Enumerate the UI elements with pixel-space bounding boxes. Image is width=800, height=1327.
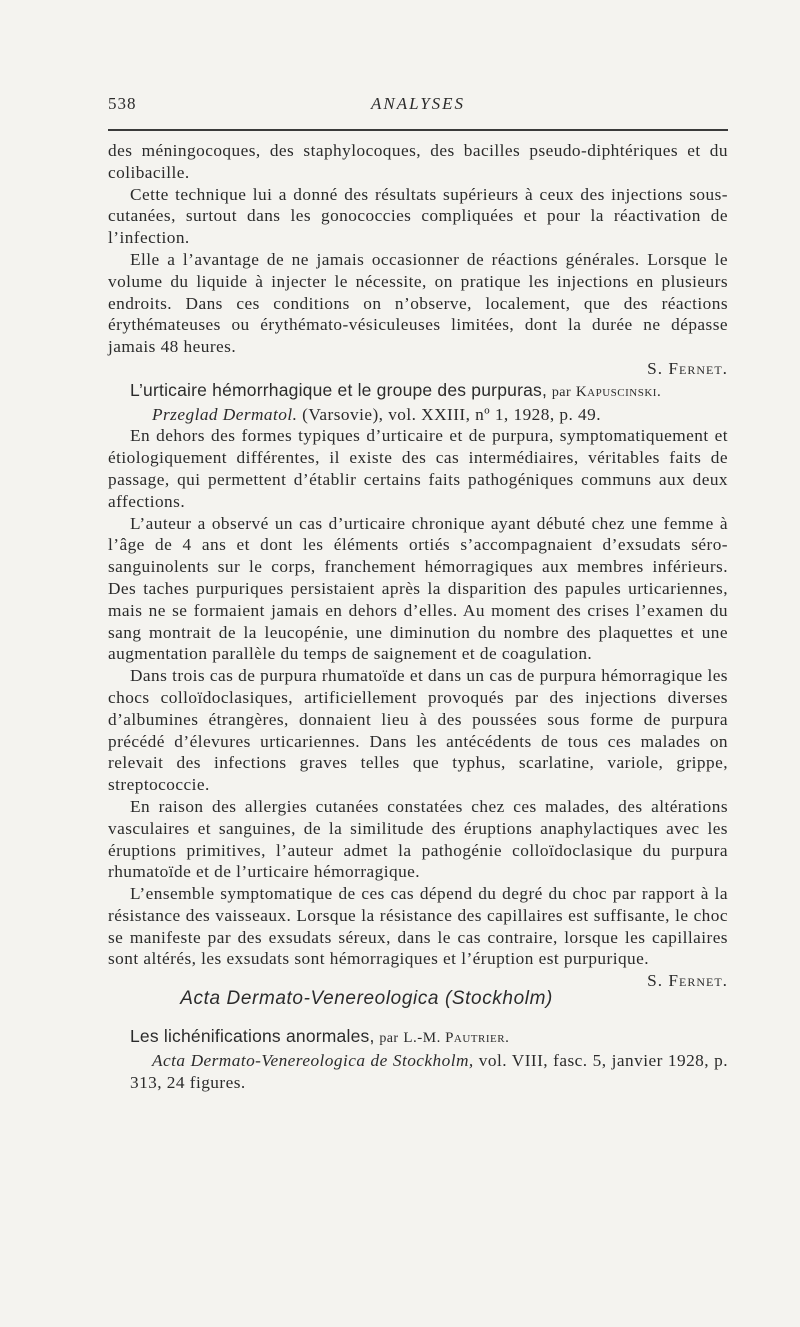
- article1-paragraph-3: Elle a l’avantage de ne jamais occasionner de réactions générales. Lorsque le volume du liquide à injecter le nécessite, on pratique les injections en plusieurs endroits. Dans ces conditions on n’observe, localement, que des réactions érythémateuses ou érythémato-vésiculeuses limitées, dont la durée ne dépasse jamais 48 heures.: [108, 249, 728, 357]
- article2-paragraph-4: En raison des allergies cutanées constatées chez ces malades, des altérations vasculaires et sanguines, de la similitude des éruptions anaphylactiques avec les éruptions primitives, l’auteur admet la pathogénie colloïdoclasique du purpura rhumatoïde et de l’urticaire hémorragique.: [108, 796, 728, 882]
- article1-paragraph-1: des méningocoques, des staphylocoques, des bacilles pseudo-diphtériques et du colibacille.: [108, 141, 728, 182]
- page-header: [108, 94, 728, 124]
- article2-paragraph-2: L’auteur a observé un cas d’urticaire chronique ayant débuté chez une femme à l’âge de 4 ans et dont les éléments ortiés s’accompagnaient d’exsudats séro-sanguinolents sur le corps, franchement hémorragiques aux membres inférieurs. Des taches purpuriques persistaient après la disparition des papules urticariennes, mais ne se formaient jamais en dehors d’elles. Au moment des crises l’examen du sang montrait de la leucopénie, une diminution du nombre des plaquettes et une augmentation parallèle du temps de saignement et de coagulation.: [108, 513, 728, 664]
- running-title: ANALYSES: [370, 94, 466, 113]
- article3-journal: Acta Dermato-Venereologica de Stockholm,: [152, 1050, 474, 1070]
- article3-heading: [108, 1026, 728, 1050]
- article2-paragraph-5-text: L’ensemble symptomatique de ces cas dépend du degré du choc par rapport à la résistance des vaisseaux. Lorsque la résistance des capillaires est suffisante, le choc se manifeste par des exsudats séreux, dans le cas contraire, lorsque les capillaires sont altérés, les exsudats sont hémorragiques et l’éruption est purpurique.: [108, 884, 728, 969]
- article2-author: Kapuscinski.: [575, 383, 662, 400]
- article2-journal: Przeglad Dermatol.: [152, 404, 298, 424]
- article3-citation-details: vol. VIII, fasc. 5, janvier 1928, p. 313, 24 figures.: [130, 1050, 728, 1092]
- article2-heading: [108, 380, 728, 404]
- article2-paragraph-1: En dehors des formes typiques d’urticaire et de purpura, symptomatiquement et étiologiquement différentes, il existe des cas intermédiaires, véritables faits de passage, qui permettent d’établir certains faits pathogéniques communs aux deux affections.: [108, 426, 728, 511]
- journal-section-heading: Acta Dermato-Venereologica (Stockholm): [180, 988, 553, 1010]
- article2-paragraph-5: [108, 883, 728, 991]
- article1-signature: S. Fernet.: [647, 358, 728, 378]
- article2-paragraph-3: Dans trois cas de purpura rhumatoïde et dans un cas de purpura hémorragique les chocs colloïdoclasiques, artificiellement provoqués par des injections diverses d’albumines étrangères, donnaient lieu à des poussées sous forme de purpura précédé d’élevures urticariennes. Dans les antécédents de tous ces malades on relevait des infections graves telles que typhus, scarlatine, variole, grippe, streptococcie.: [108, 666, 728, 795]
- page-body: [108, 140, 728, 1093]
- article2-by: par: [551, 384, 572, 400]
- article3-author: L.-M. Pautrier.: [403, 1030, 510, 1047]
- article2-citation-details: (Varsovie), vol. XXIII, nº 1, 1928, p. 49.: [302, 404, 601, 424]
- article2-title: L’urticaire hémorrhagique et le groupe des purpuras,: [130, 379, 548, 400]
- article3-citation: [108, 1050, 728, 1094]
- article2-signature: S. Fernet.: [647, 971, 728, 991]
- header-rule: [108, 129, 728, 131]
- page-number: 538: [108, 94, 137, 113]
- article2-citation: [108, 404, 728, 426]
- article1-paragraph-2: Cette technique lui a donné des résultats supérieurs à ceux des injections sous-cutanées, surtout dans les gonococcies compliquées et pour la réactivation de l’infection.: [108, 184, 728, 248]
- article3-by: par: [379, 1031, 399, 1047]
- article3-title: Les lichénifications anormales,: [130, 1026, 375, 1047]
